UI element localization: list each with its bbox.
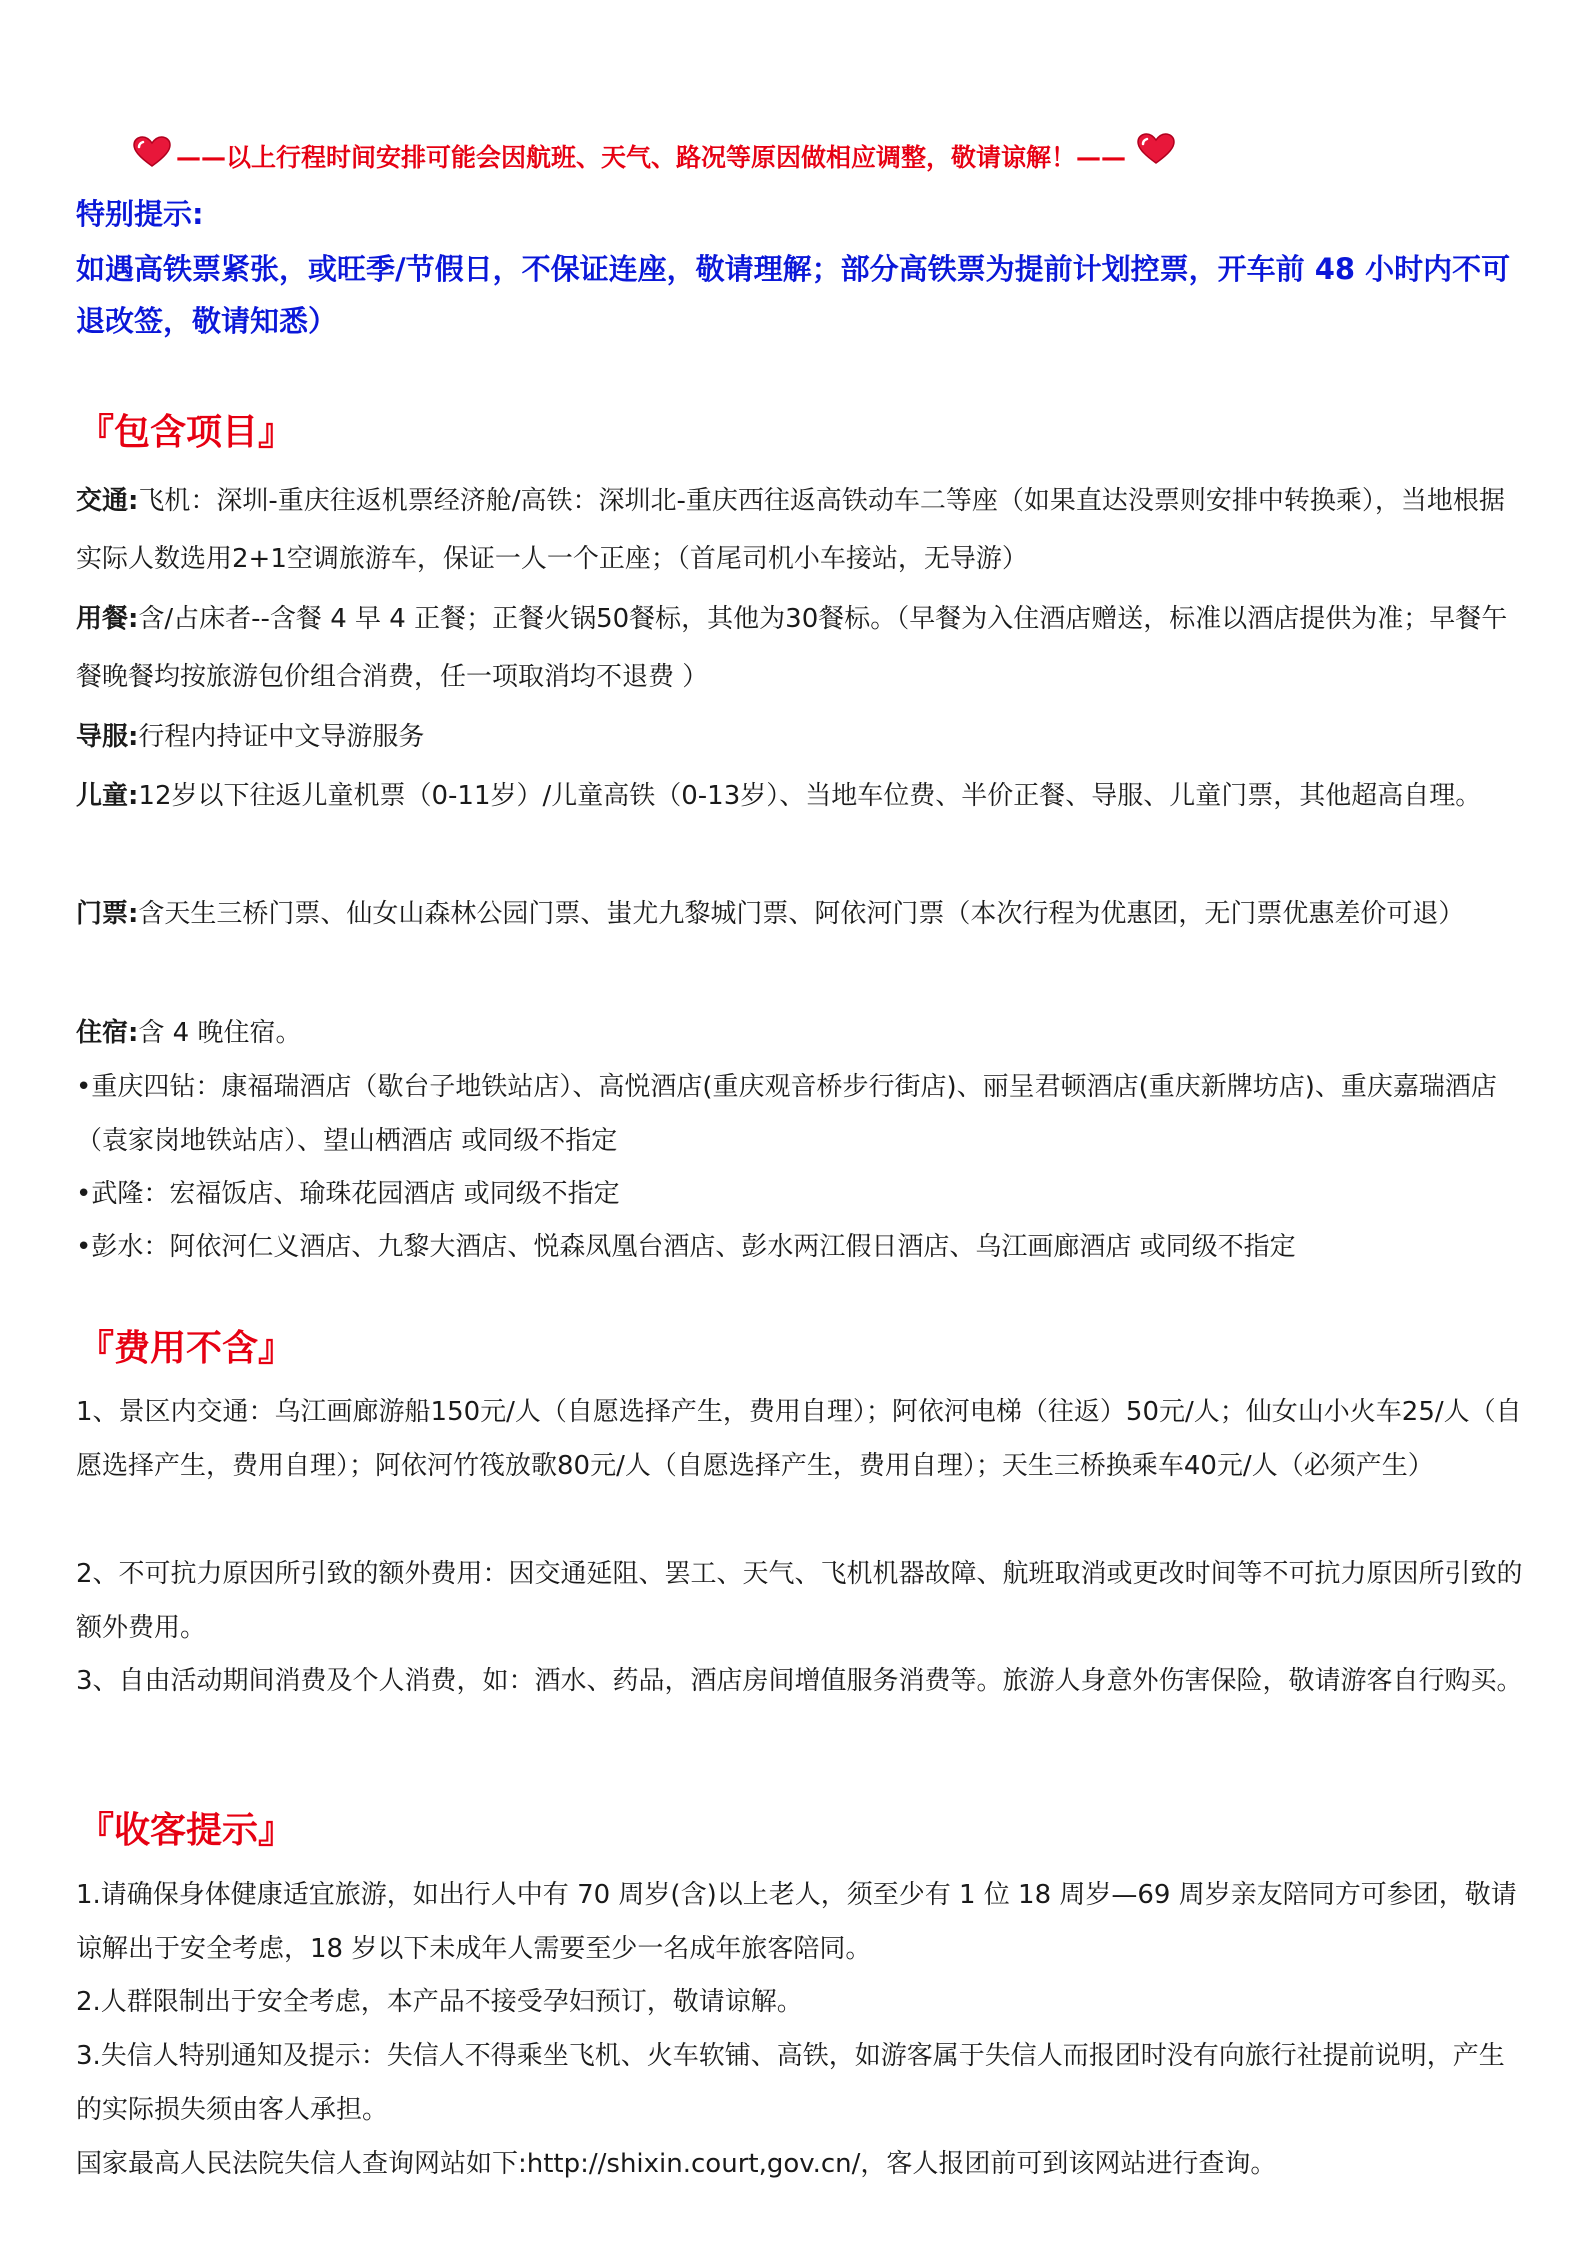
item-label: 门票: xyxy=(76,899,139,929)
guest-notice-health: 1.请确保身体健康适宜旅游，如出行人中有 70 周岁(含)以上老人，须至少有 1 位 18 周岁—69 周岁亲友陪同方可参团，敬请谅解出于安全考虑，18 岁以下未成年人需要至少一名成年旅客陪同。 xyxy=(76,1880,1517,1964)
heart-icon xyxy=(1136,133,1176,165)
item-label: 导服: xyxy=(76,722,139,752)
item-text: 含/占床者--含餐 4 早 4 正餐；正餐火锅50餐标，其他为30餐标。（早餐为入住酒店赠送，标准以酒店提供为准；早餐午餐晚餐均按旅游包价组合消费，任一项取消均不退费 ） xyxy=(76,604,1508,692)
special-tip-title: 特别提示: xyxy=(76,197,204,231)
heart-icon xyxy=(132,136,172,168)
guest-notice-pregnant: 2.人群限制出于安全考虑，本产品不接受孕妇预订，敬请谅解。 xyxy=(76,1987,803,2017)
item-text: 飞机：深圳-重庆往返机票经济舱/高铁：深圳北-重庆西往返高铁动车二等座（如果直达没票则安排中转换乘），当地根据实际人数选用2+1空调旅游车，保证一人一个正座；（首尾司机小车接站，无导游） xyxy=(76,486,1505,574)
special-tip-text: 如遇高铁票紧张，或旺季/节假日，不保证连座，敬请理解；部分高铁票为提前计划控票，开车前 48 小时内不可退改签，敬请知悉） xyxy=(76,252,1511,338)
item-text: 12岁以下往返儿童机票（0-11岁）/儿童高铁（0-13岁）、当地车位费、半价正餐、导服、儿童门票，其他超高自理。 xyxy=(138,781,1482,811)
hotel-list-pengshui: •彭水：阿依河仁义酒店、九黎大酒店、悦森凤凰台酒店、彭水两江假日酒店、乌江画廊酒店 或同级不指定 xyxy=(76,1232,1296,1262)
guest-notice-query-site: 国家最高人民法院失信人查询网站如下:http://shixin.court,gov.cn/，客人报团前可到该网站进行查询。 xyxy=(76,2149,1277,2179)
excluded-item-scenic-transport: 1、景区内交通：乌江画廊游船150元/人（自愿选择产生，费用自理）；阿依河电梯（往返）50元/人；仙女山小火车25/人（自愿选择产生，费用自理）；阿依河竹筏放歌80元/人（自愿选择产生，费用自理）；天生三桥换乘车40元/人（必须产生） xyxy=(76,1397,1522,1481)
included-item-tickets xyxy=(76,885,1524,943)
item-text: 行程内持证中文导游服务 xyxy=(138,722,425,752)
included-item-lodging xyxy=(76,1004,1524,1062)
item-label: 儿童: xyxy=(76,781,139,811)
included-item-guide xyxy=(76,708,1524,766)
excluded-item-force-majeure: 2、不可抗力原因所引致的额外费用：因交通延阻、罢工、天气、飞机机器故障、航班取消或更改时间等不可抗力原因所引致的额外费用。 xyxy=(76,1559,1523,1643)
section-title-guest-notice: 『收客提示』 xyxy=(78,1810,295,1851)
hotel-list-chongqing: •重庆四钻：康福瑞酒店（歇台子地铁站店）、高悦酒店(重庆观音桥步行街店)、丽呈君顿酒店(重庆新牌坊店)、重庆嘉瑞酒店（袁家岗地铁站店）、望山栖酒店 或同级不指定 xyxy=(76,1072,1497,1156)
included-item-meals xyxy=(76,590,1524,706)
item-text: 含 4 晚住宿。 xyxy=(138,1018,302,1048)
notice-text: ——以上行程时间安排可能会因航班、天气、路况等原因做相应调整，敬请谅解！—— xyxy=(176,143,1127,172)
excluded-item-personal-expense: 3、自由活动期间消费及个人消费，如：酒水、药品，酒店房间增值服务消费等。旅游人身意外伤害保险，敬请游客自行购买。 xyxy=(76,1666,1523,1696)
item-label: 住宿: xyxy=(76,1018,139,1048)
item-label: 用餐: xyxy=(76,604,139,634)
guest-notice-dishonest: 3.失信人特别通知及提示：失信人不得乘坐飞机、火车软铺、高铁，如游客属于失信人而报团时没有向旅行社提前说明，产生的实际损失须由客人承担。 xyxy=(76,2041,1505,2125)
section-title-included: 『包含项目』 xyxy=(78,412,295,453)
section-title-excluded: 『费用不含』 xyxy=(78,1328,295,1369)
item-text: 含天生三桥门票、仙女山森林公园门票、蚩尤九黎城门票、阿依河门票（本次行程为优惠团，无门票优惠差价可退） xyxy=(138,899,1465,929)
hotel-list-wulong: •武隆：宏福饭店、瑜珠花园酒店 或同级不指定 xyxy=(76,1179,620,1209)
included-item-children xyxy=(76,767,1524,825)
schedule-adjust-notice xyxy=(132,132,1312,180)
included-item-transport xyxy=(76,472,1524,588)
item-label: 交通: xyxy=(76,486,139,516)
